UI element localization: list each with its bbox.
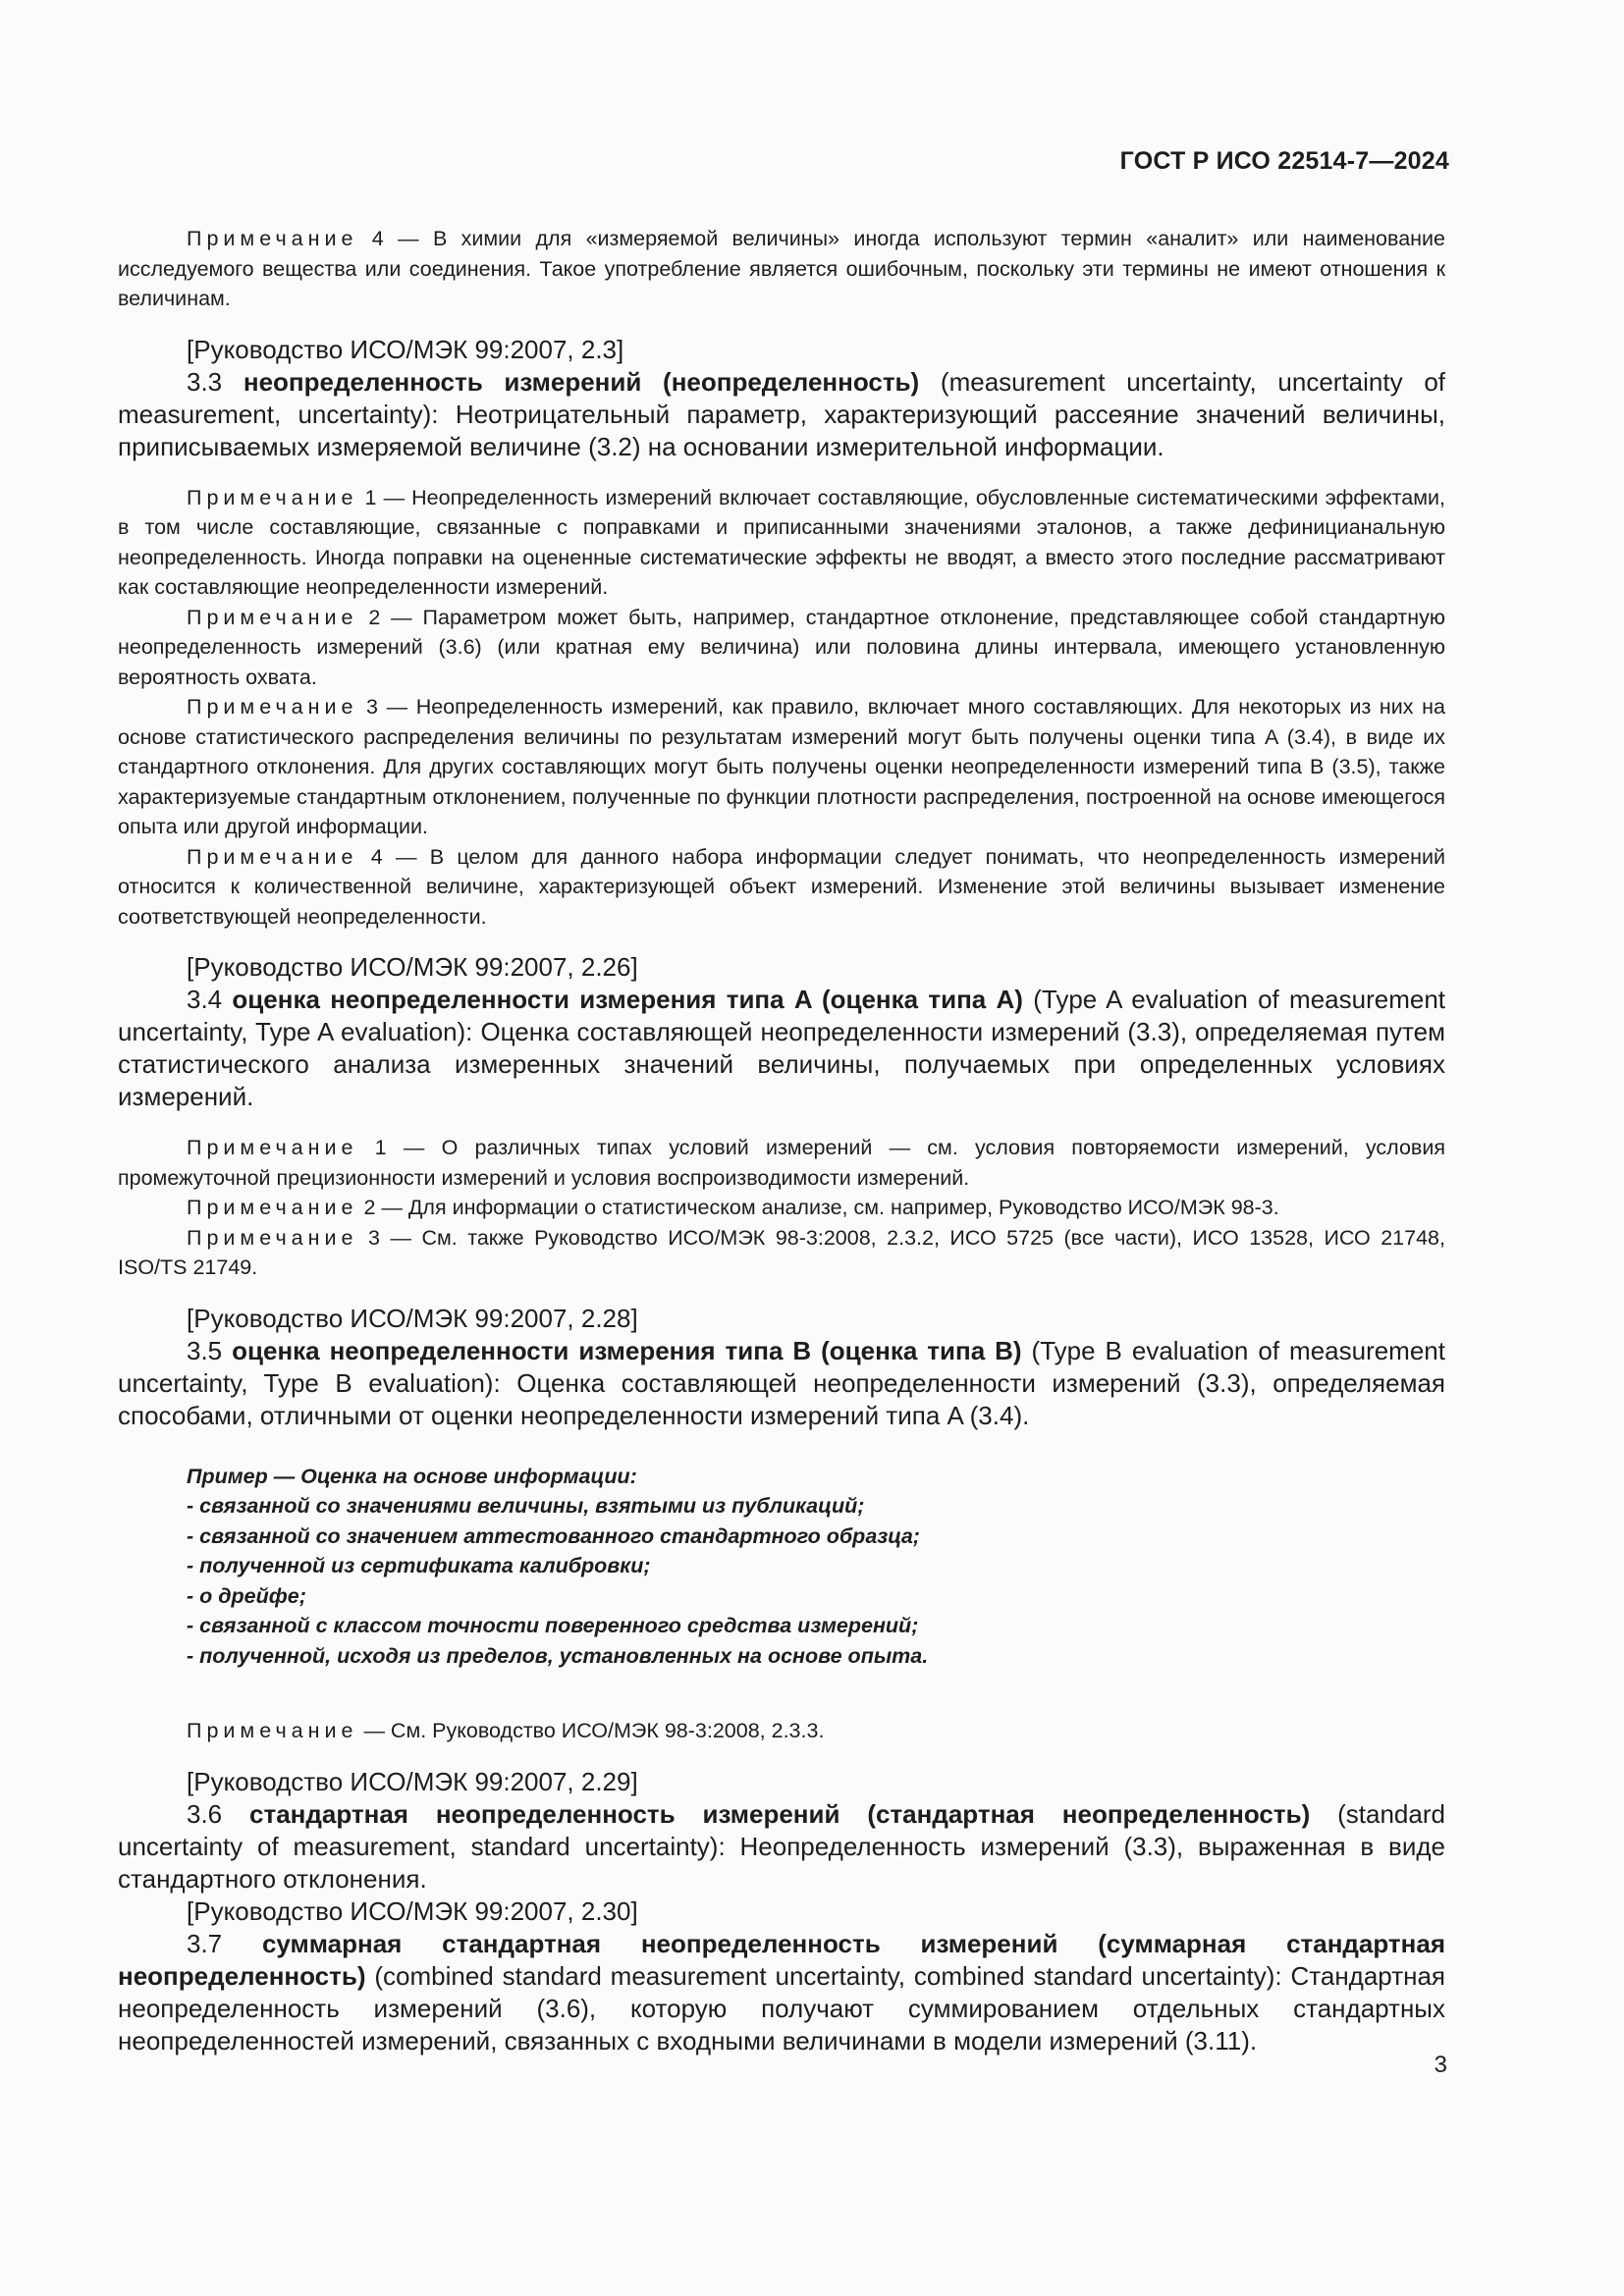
- term-3-7: 3.7 суммарная стандартная неопределенность измерений (суммарная стандартная неопределенность) (combined standard measurement uncertainty, combined standard uncertainty): Стандартная неопределенность измерений (3.6), которую получают суммированием отдельных стандартных неопределенностей измерений, связанных с входными величинами в модели измерений (3.11).: [118, 1928, 1445, 2056]
- reference-2-29: [Руководство ИСО/МЭК 99:2007, 2.29]: [187, 1766, 638, 1796]
- example-item: - связанной со значением аттестованного стандартного образца;: [187, 1523, 920, 1548]
- reference-2-30: [Руководство ИСО/МЭК 99:2007, 2.30]: [187, 1896, 638, 1926]
- example-item: - полученной из сертификата калибровки;: [187, 1554, 651, 1577]
- note-3-4-3: Примечание 3 — См. также Руководство ИСО/МЭК 98-3:2008, 2.3.2, ИСО 5725 (все части), ИСО 13528, ИСО 21748, ISO/TS 21749.: [118, 1225, 1445, 1279]
- term-3-4: 3.4 оценка неопределенности измерения типа A (оценка типа A) (Type A evaluation of measurement uncertainty, Type A evaluation): Оценка составляющей неопределенности измерений (3.3), определяемая путем статистического анализа измеренных значений величины, получаемых при определенных условиях измерений.: [118, 985, 1446, 1111]
- term-3-4-title: оценка неопределенности измерения типа A (оценка типа A): [232, 985, 1023, 1014]
- note-3-3-1: Примечание 1 — Неопределенность измерений включает составляющие, обусловленные систематическими эффектами, в том числе составляющие, связанные с поправками и приписанными значениями эталонов, а также дефиницианальную неопределенность. Иногда поправки на оцененные систематические эффекты не вводят, а вместо этого последние рассматривают как составляющие неопределенности измерений.: [118, 485, 1445, 599]
- reference-2-3: [Руководство ИСО/МЭК 99:2007, 2.3]: [187, 334, 624, 364]
- note-3-4-2: Примечание 2 — Для информации о статистическом анализе, см. например, Руководство ИСО/МЭК 98-3.: [187, 1196, 1279, 1219]
- example-item: - полученной, исходя из пределов, установленных на основе опыта.: [187, 1643, 929, 1668]
- example-item: - о дрейфе;: [187, 1583, 306, 1608]
- note-3-3-3: Примечание 3 — Неопределенность измерений, как правило, включает много составляющих. Для некоторых из них на основе статистического распределения величины по результатам измерений могут быть получены оценки типа A (3.4), в виде их стандартного отклонения. Для других составляющих могут быть получены оценки неопределенности измерений типа B (3.5), также характеризуемые стандартным отклонением, полученные по функции плотности распределения, построенной на основе имеющегося опыта или другой информации.: [118, 695, 1445, 838]
- note-3-4-1: Примечание 1 — О различных типах условий измерений — см. условия повторяемости измерений, условия промежуточной прецизионности измерений и условия воспроизводимости измерений.: [118, 1136, 1445, 1190]
- example-item: - связанной с классом точности поверенного средства измерений;: [187, 1614, 919, 1637]
- example-item: - связанной со значениями величины, взятыми из публикаций;: [187, 1494, 865, 1518]
- note-3-3-2: Примечание 2 — Параметром может быть, например, стандартное отклонение, представляющее собой стандартную неопределенность измерений (3.6) (или кратная ему величина) или половина длины интервала, имеющего установленную вероятность охвата.: [118, 605, 1445, 689]
- reference-2-26: [Руководство ИСО/МЭК 99:2007, 2.26]: [187, 952, 638, 982]
- document-header: ГОСТ Р ИСО 22514-7—2024: [1119, 147, 1449, 175]
- note-3-3-4: Примечание 4 — В целом для данного набора информации следует понимать, что неопределенность измерений относится к количественной величине, характеризующей объект измерений. Изменение этой величины вызывает изменение соответствующей неопределенности.: [118, 844, 1445, 929]
- term-3-6-title: стандартная неопределенность измерений (стандартная неопределенность): [249, 1798, 1311, 1829]
- example-block: [118, 1462, 1445, 1672]
- note-3-5: Примечание — См. Руководство ИСО/МЭК 98-3:2008, 2.3.3.: [187, 1719, 825, 1742]
- page-number: 3: [1434, 2052, 1447, 2078]
- term-3-6: 3.6 стандартная неопределенность измерений (стандартная неопределенность) (standard uncertainty of measurement, standard uncertainty): Неопределенность измерений (3.3), выраженная в виде стандартного отклонения.: [118, 1798, 1445, 1894]
- term-3-5: 3.5 оценка неопределенности измерения типа B (оценка типа B) (Type B evaluation of measurement uncertainty, Type B evaluation): Оценка составляющей неопределенности измерений (3.3), определяемая способами, отличными от оценки неопределенности измерений типа A (3.4).: [118, 1335, 1445, 1430]
- term-3-3: 3.3 неопределенность измерений (неопределенность) (measurement uncertainty, uncertainty of measurement, uncertainty): Неотрицательный параметр, характеризующий рассеяние значений величины, приписываемых измеряемой величине (3.2) на основании измерительной информации.: [118, 366, 1446, 461]
- example-title: Пример — Оценка на основе информации:: [187, 1464, 637, 1488]
- term-3-5-title: оценка неопределенности измерения типа B (оценка типа B): [232, 1335, 1022, 1365]
- document-body: [118, 224, 1445, 2057]
- note-4-measurand: Примечание 4 — В химии для «измеряемой величины» иногда используют термин «аналит» или наименование исследуемого вещества или соединения. Такое употребление является ошибочным, поскольку эти термины не имеют отношения к величинам.: [118, 227, 1445, 310]
- term-3-3-title: неопределенность измерений (неопределенность): [243, 366, 920, 397]
- reference-2-28: [Руководство ИСО/МЭК 99:2007, 2.28]: [187, 1303, 638, 1333]
- term-3-7-title: суммарная стандартная неопределенность измерений (суммарная стандартная неопределенность): [118, 1928, 1445, 1991]
